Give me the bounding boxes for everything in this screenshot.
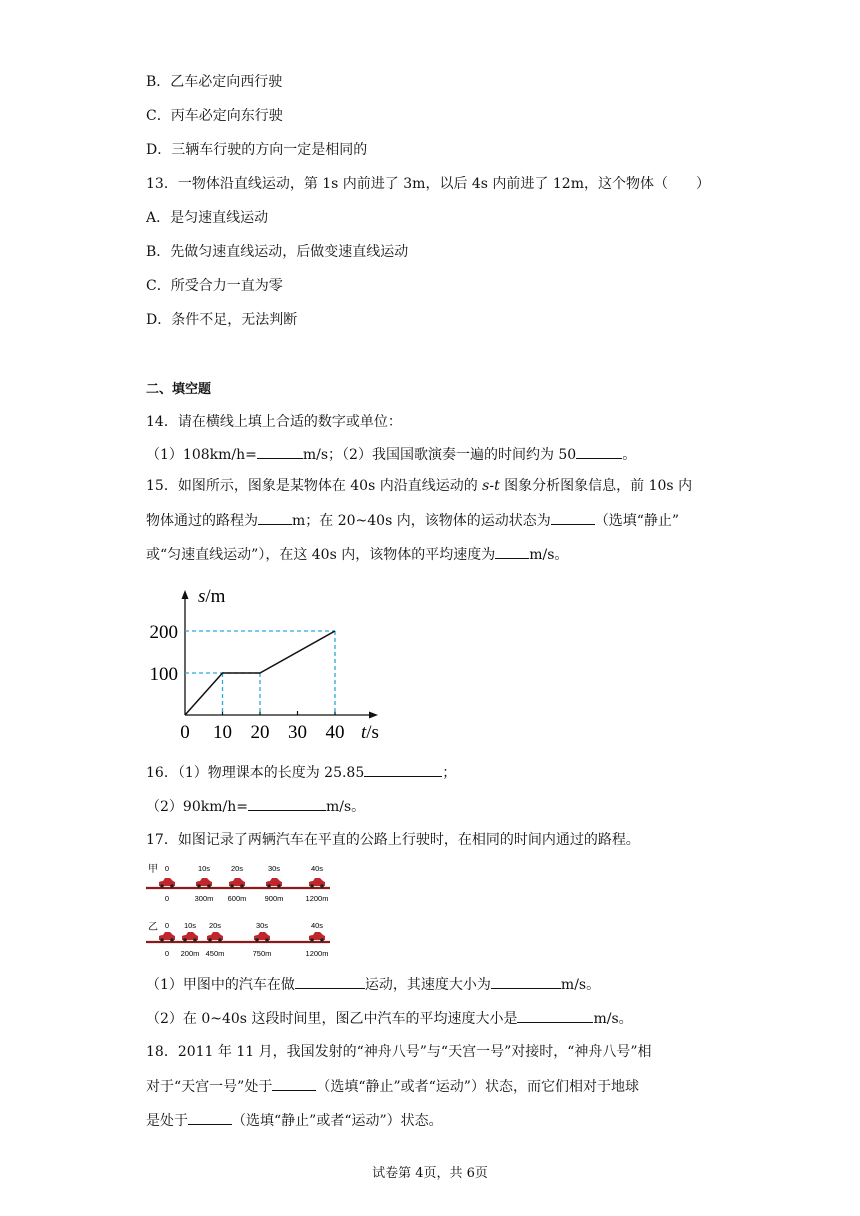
- q15-line1: [146, 476, 692, 496]
- x-tick-label: 20: [250, 722, 270, 743]
- car-wheel: [320, 938, 324, 942]
- answer-blank: [491, 974, 561, 989]
- q15-text: 物体通过的路程为: [146, 513, 258, 529]
- q18-line3: [146, 1110, 443, 1131]
- jia-car-icon: [229, 878, 245, 888]
- car-wheel: [208, 938, 212, 942]
- q16-line2: [146, 796, 365, 817]
- car-wheel: [170, 884, 174, 888]
- car-wheel: [310, 884, 314, 888]
- q18-text: 是处于: [146, 1113, 188, 1129]
- q17-text: m/s。: [593, 1011, 633, 1027]
- section-heading: 二、填空题: [146, 382, 212, 397]
- q17-part2: [146, 1008, 633, 1029]
- jia-distance-label: 900m: [264, 894, 284, 903]
- q16-text: m/s。: [325, 799, 366, 815]
- yi-car-icon: [254, 932, 270, 942]
- jia-time-label: 40s: [310, 864, 324, 873]
- yi-distance-label: 750m: [252, 949, 272, 958]
- yi-time-label: 40s: [310, 921, 324, 930]
- q15-line3: [146, 544, 568, 565]
- q17-stem: 17．如图记录了两辆汽车在平直的公路上行驶时，在相同的时间内通过的路程。: [146, 832, 640, 848]
- yi-time-label: 10s: [183, 921, 197, 930]
- q18-text: （选填“静止”或者“运动”）状态。: [232, 1113, 443, 1129]
- jia-car-icon: [309, 878, 325, 888]
- answer-blank: [551, 510, 595, 525]
- y-axis-label: [198, 586, 226, 607]
- car-wheel: [218, 938, 222, 942]
- q15-st-italic: s-t: [482, 478, 500, 494]
- answer-blank: [272, 1076, 316, 1091]
- answer-blank: [295, 974, 365, 989]
- x-axis-unit: /s: [366, 722, 379, 743]
- car-wheel: [255, 938, 259, 942]
- jia-distance-label: 300m: [194, 894, 214, 903]
- page-footer: 试卷第 4页，共 6页: [372, 1166, 488, 1181]
- y-axis-arrow: [182, 590, 189, 599]
- q15-text: m；在 20~40s 内，该物体的运动状态为: [292, 513, 551, 529]
- q15-line2: [146, 510, 679, 531]
- x-axis-label: [361, 722, 379, 743]
- q18-text: 对于“天宫一号”处于: [146, 1079, 273, 1095]
- q14-body: [146, 444, 636, 465]
- car-wheel: [197, 884, 201, 888]
- car-wheel: [277, 884, 281, 888]
- y-axis-variable: s: [198, 586, 206, 607]
- car-wheel: [265, 938, 269, 942]
- q16-text: 16．（1）物理课本的长度为 25.85: [146, 765, 365, 781]
- q15-text: （选填“静止”: [594, 513, 680, 529]
- jia-car-icon: [159, 878, 175, 888]
- x-axis-variable: t: [361, 722, 367, 743]
- answer-blank: [517, 1008, 593, 1023]
- jia-distance-label: 0: [164, 894, 170, 903]
- yi-distance-label: 0: [164, 949, 170, 958]
- yi-time-label: 30s: [255, 921, 269, 930]
- q14-part1: （1）108km/h=: [146, 447, 257, 463]
- s-t-graph: [140, 580, 400, 750]
- answer-blank: [576, 444, 622, 459]
- q13-stem: 13．一物体沿直线运动，第 1s 内前进了 3m，以后 4s 内前进了 12m，这个物体（ ）: [146, 176, 710, 192]
- q14-stem: 14．请在横线上填上合适的数字或单位：: [146, 414, 402, 430]
- q17-text: （2）在 0~40s 这段时间里，图乙中汽车的平均速度大小是: [146, 1011, 518, 1027]
- answer-blank: [248, 796, 326, 811]
- q12-option-d: D．三辆车行驶的方向一定是相同的: [146, 142, 368, 158]
- car-wheel: [183, 938, 187, 942]
- q13-option-a: A．是匀速直线运动: [146, 210, 269, 226]
- q16-text: ；: [442, 765, 457, 781]
- q18-line1: 18．2011 年 11 月，我国发射的“神舟八号”与“天宫一号”对接时，“神舟八号”相: [146, 1044, 652, 1060]
- x-axis-arrow: [369, 712, 378, 719]
- x-tick-label: 0: [180, 722, 190, 743]
- yi-car-icon: [309, 932, 325, 942]
- q18-line2: [146, 1076, 639, 1097]
- car-wheel: [160, 884, 164, 888]
- q17-text: m/s。: [560, 977, 601, 993]
- car-motion-figure: [140, 858, 340, 962]
- yi-car-icon: [159, 932, 175, 942]
- q15-text: 或“匀速直线运动”），在这 40s 内，该物体的平均速度为: [146, 547, 496, 563]
- q16-text: （2）90km/h=: [146, 799, 248, 815]
- answer-blank: [258, 510, 292, 525]
- jia-time-label: 20s: [230, 864, 244, 873]
- jia-car-icon: [196, 878, 212, 888]
- car-wheel: [207, 884, 211, 888]
- q15-text: m/s。: [529, 547, 569, 563]
- yi-distance-label: 200m: [180, 949, 200, 958]
- answer-blank: [364, 762, 442, 777]
- q13-option-c: C．所受合力一直为零: [146, 278, 283, 294]
- q12-option-b: B．乙车必定向西行驶: [146, 74, 283, 90]
- x-tick-label: 30: [288, 722, 307, 743]
- jia-time-label: 10s: [197, 864, 211, 873]
- car-wheel: [267, 884, 271, 888]
- car-wheel: [160, 938, 164, 942]
- car-wheel: [170, 938, 174, 942]
- q17-text: 运动，其速度大小为: [364, 977, 491, 993]
- q14-part2: m/s；（2）我国国歌演奏一遍的时间约为 50: [302, 447, 577, 463]
- jia-label: 甲: [148, 864, 158, 875]
- y-tick-label: 100: [149, 664, 178, 685]
- q12-option-c: C．丙车必定向东行驶: [146, 108, 283, 124]
- yi-label: 乙: [148, 922, 158, 933]
- x-tick-label: 40: [325, 722, 345, 743]
- y-tick-label: 200: [149, 622, 178, 643]
- q16-line1: [146, 762, 456, 783]
- car-wheel: [193, 938, 197, 942]
- q14-part3: 。: [622, 447, 637, 463]
- yi-distance-label: 450m: [205, 949, 225, 958]
- car-wheel: [230, 884, 234, 888]
- car-wheel: [320, 884, 324, 888]
- car-wheel: [310, 938, 314, 942]
- q13-option-d: D．条件不足，无法判断: [146, 312, 298, 328]
- q18-text: （选填“静止”或者“运动”）状态，而它们相对于地球: [316, 1079, 639, 1095]
- yi-time-label: 0: [164, 921, 170, 930]
- x-tick-label: 10: [213, 722, 232, 743]
- q15-text: 15．如图所示，图象是某物体在 40s 内沿直线运动的: [146, 478, 483, 494]
- jia-time-label: 0: [164, 864, 170, 873]
- q17-text: （1）甲图中的汽车在做: [146, 977, 295, 993]
- q17-part1: [146, 974, 600, 995]
- yi-car-icon: [182, 932, 198, 942]
- car-wheel: [240, 884, 244, 888]
- y-axis-unit: /m: [205, 586, 226, 607]
- q15-text: 图象分析图象信息，前 10s 内: [499, 478, 693, 494]
- jia-car-icon: [266, 878, 282, 888]
- answer-blank: [257, 444, 303, 459]
- answer-blank: [188, 1110, 232, 1125]
- yi-distance-label: 1200m: [305, 949, 329, 958]
- jia-distance-label: 600m: [227, 894, 247, 903]
- jia-distance-label: 1200m: [305, 894, 329, 903]
- yi-time-label: 20s: [208, 921, 222, 930]
- yi-car-icon: [207, 932, 223, 942]
- jia-time-label: 30s: [267, 864, 281, 873]
- q13-option-b: B．先做匀速直线运动，后做变速直线运动: [146, 244, 409, 260]
- answer-blank: [495, 544, 529, 559]
